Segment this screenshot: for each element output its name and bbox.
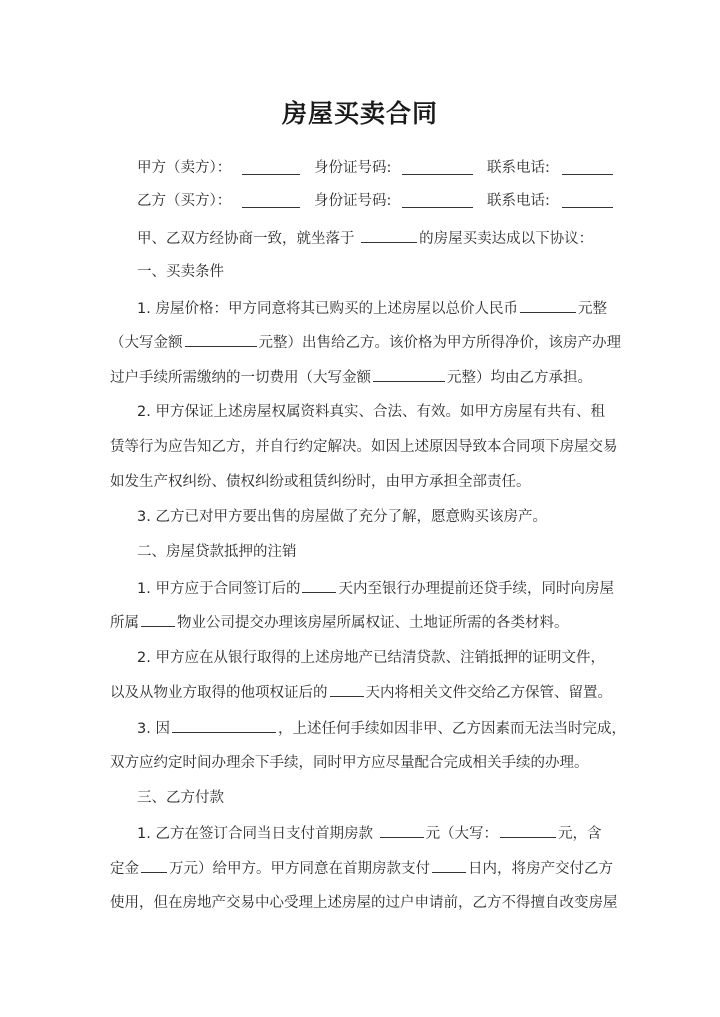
party-b-name-blank[interactable] bbox=[242, 193, 300, 208]
party-a-label: 甲方（卖方）： bbox=[137, 160, 232, 176]
clause-text: 天内至银行办理提前还贷手续，同时向房屋 bbox=[338, 581, 614, 597]
clause-1-1-line-1 bbox=[137, 298, 637, 319]
intro-text-after: 的房屋买卖达成以下协议： bbox=[419, 231, 594, 247]
section-heading-3: 三、乙方付款 bbox=[137, 790, 224, 806]
clause-3-1-line-3: 使用，但在房地产交易中心受理上述房屋的过户申请前，乙方不得擅自改变房屋 bbox=[110, 895, 618, 911]
party-a-phone-label: 联系电话: bbox=[487, 160, 550, 176]
document-title: 房屋买卖合同 bbox=[281, 99, 438, 128]
price-uppercase-blank[interactable] bbox=[185, 332, 257, 347]
deposit-amount-blank[interactable] bbox=[141, 858, 167, 873]
clause-1-2-line-1: 2. 甲方保证上述房屋权属资料真实、合法、有效。如甲方房屋有共有、租 bbox=[137, 404, 605, 420]
reason-blank[interactable] bbox=[172, 718, 276, 733]
clause-2-1-line-1 bbox=[137, 578, 637, 599]
clause-text: 元整）均由乙方承担。 bbox=[447, 370, 592, 386]
clause-text: 3. 因 bbox=[137, 721, 170, 737]
party-b-label: 乙方（买方）： bbox=[137, 193, 232, 209]
clause-text: 1. 甲方应于合同签订后的 bbox=[137, 581, 301, 597]
clause-text: ，上述任何手续如因非甲、乙方因素而无法当时完成， bbox=[277, 721, 626, 737]
clause-3-1-line-2 bbox=[110, 858, 613, 879]
clause-text: 以及从物业方取得的他项权证后的 bbox=[110, 685, 328, 701]
intro-line bbox=[137, 228, 637, 249]
party-b-phone-blank[interactable] bbox=[562, 193, 613, 208]
party-b-id-label: 身份证号码: bbox=[314, 193, 392, 209]
clause-1-3-line-1: 3. 乙方已对甲方要出售的房屋做了充分了解，愿意购买该房产。 bbox=[137, 509, 547, 525]
document-transfer-days-blank[interactable] bbox=[330, 682, 364, 697]
clause-text: 日内，将房产交付乙方 bbox=[468, 861, 613, 877]
clause-text: 元（大写： bbox=[425, 826, 499, 842]
party-a-name-blank[interactable] bbox=[242, 160, 300, 175]
party-b-phone-label: 联系电话: bbox=[487, 193, 550, 209]
clause-text: 万元）给甲方。甲方同意在首期房款支付 bbox=[169, 861, 430, 877]
clause-2-3-line-1 bbox=[137, 718, 637, 739]
property-company-blank[interactable] bbox=[141, 612, 175, 627]
section-heading-2: 二、房屋贷款抵押的注销 bbox=[137, 544, 297, 560]
section-heading-1: 一、买卖条件 bbox=[137, 264, 224, 280]
clause-text: 1. 房屋价格：甲方同意将其已购买的上述房屋以总价人民币 bbox=[137, 301, 518, 317]
clause-2-2-line-1: 2. 甲方应在从银行取得的上述房地产已结清贷款、注销抵押的证明文件， bbox=[137, 650, 605, 666]
clause-3-1-line-1 bbox=[137, 823, 637, 844]
clause-text: 物业公司提交办理该房屋所属权证、土地证所需的各类材料。 bbox=[177, 615, 569, 631]
party-b-id-blank[interactable] bbox=[402, 193, 473, 208]
repayment-days-blank[interactable] bbox=[302, 578, 336, 593]
down-payment-uppercase-blank[interactable] bbox=[500, 823, 556, 838]
handover-days-blank[interactable] bbox=[432, 858, 466, 873]
total-price-blank[interactable] bbox=[520, 298, 576, 313]
party-a-id-blank[interactable] bbox=[402, 160, 473, 175]
clause-text: 元，含 bbox=[558, 826, 602, 842]
clause-text: （大写金额 bbox=[110, 335, 183, 351]
clause-1-1-line-3 bbox=[110, 367, 610, 388]
clause-1-1-line-2 bbox=[110, 332, 621, 353]
down-payment-blank[interactable] bbox=[380, 823, 424, 838]
party-a-phone-blank[interactable] bbox=[562, 160, 613, 175]
clause-2-3-line-2: 双方应约定时间办理余下手续，同时甲方应尽量配合完成相关手续的办理。 bbox=[110, 755, 589, 771]
party-a-id-label: 身份证号码: bbox=[314, 160, 392, 176]
clause-text: 所属 bbox=[110, 615, 139, 631]
property-location-blank[interactable] bbox=[361, 228, 417, 243]
clause-text: 元整）出售给乙方。该价格为甲方所得净价，该房产办理 bbox=[258, 335, 621, 351]
clause-text: 1. 乙方在签订合同当日支付首期房款 bbox=[137, 826, 373, 842]
clause-2-1-line-2 bbox=[110, 612, 610, 633]
clause-text: 天内将相关文件交给乙方保管、留置。 bbox=[365, 685, 612, 701]
clause-1-2-line-3: 如发生产权纠纷、债权纠纷或租赁纠纷时，由甲方承担全部责任。 bbox=[110, 474, 531, 490]
intro-text-before: 甲、乙双方经协商一致，就坐落于 bbox=[137, 231, 355, 247]
clause-text: 元整 bbox=[577, 301, 607, 317]
clause-1-2-line-2: 赁等行为应告知乙方，并自行约定解决。如因上述原因导致本合同项下房屋交易 bbox=[110, 439, 618, 455]
fees-uppercase-blank[interactable] bbox=[373, 367, 445, 382]
clause-text: 定金 bbox=[110, 861, 139, 877]
clause-2-2-line-2 bbox=[110, 682, 610, 703]
clause-text: 过户手续所需缴纳的一切费用（大写金额 bbox=[110, 370, 371, 386]
